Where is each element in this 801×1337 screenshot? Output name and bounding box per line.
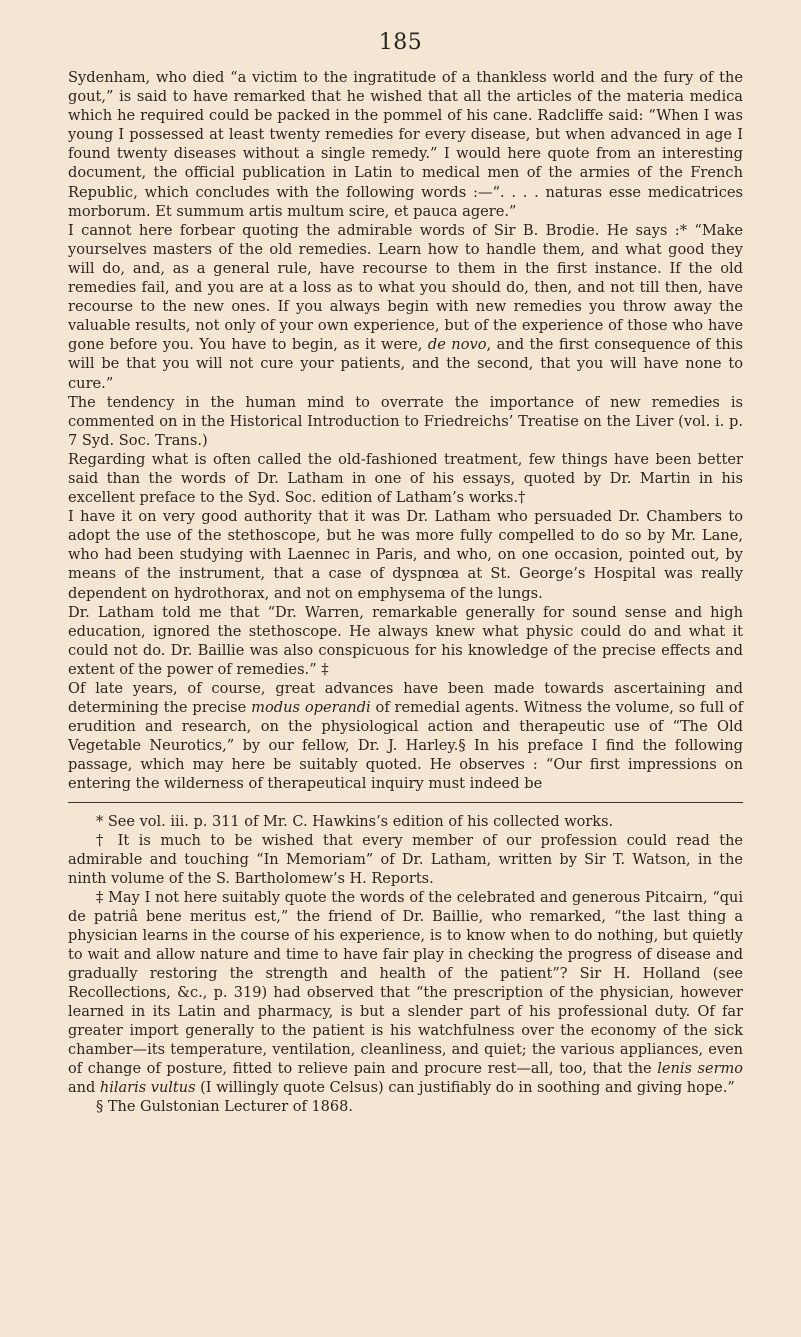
latin-phrase: modus operandi	[251, 699, 371, 717]
footnotes	[68, 813, 743, 1117]
paragraph: The tendency in the human mind to overrate the importance of new remedies is commented on in the Historical Introduction to Friedreichs’ Treatise on the Liver (vol. i. p. 7 Syd. Soc. Trans.)	[68, 393, 743, 449]
page-number: 185	[378, 30, 423, 55]
footnote-divider	[68, 802, 743, 803]
latin-phrase: lenis sermo	[657, 1060, 743, 1077]
main-text	[68, 68, 743, 794]
footnote: ‡ May I not here suitably quote the words of the celebrated and generous Pitcairn, “qui de patriâ bene meritus est,” the friend of Dr. Baillie, who remarked, “the last thing a physician learns in the course of his experience, is to know when to do nothing, but quietly to wait and allow nature and time to have fair play in checking the progress of disease and gradually restoring the strength and health of the patient”? Sir H. Holland (see Recollections, &c., p. 319) had observed that “the prescription of the physician, however learned in its Latin and pharmacy, is but a slender part of his professional duty. Of far greater import generally to the patient is his watchfulness over the economy of the sick chamber—its temperature, ventilation, cleanliness, and quiet; the various appliances, even of change of posture, fitted to relieve pain and procure rest—all, too, that the lenis sermo and hilaris vultus (I willingly quote Celsus) can justifiably do in soothing and giving hope.”	[68, 889, 743, 1096]
paragraph: Of late years, of course, great advances have been made towards ascertaining and determining the precise modus operandi of remedial agents. Witness the volume, so full of erudition and research, on the physiological action and therapeutic use of “The Old Vegetable Neurotics,” by our fellow, Dr. J. Harley.§ In his preface I find the following passage, which may here be suitably quoted. He observes : “Our first impressions on entering the wilderness of therapeutical inquiry must indeed be	[68, 680, 743, 793]
latin-phrase: de novo	[427, 336, 487, 354]
paragraph: I cannot here forbear quoting the admirable words of Sir B. Brodie. He says :* “Make yourselves masters of the old remedies. Learn how to handle them, and what good they will do, and, as a general rule, have recourse to them in the first instance. If the old remedies fail, and you are at a loss as to what you should do, then, and not till then, have recourse to the new ones. If you always begin with new remedies you throw away the valuable results, not only of your own experience, but of the experience of those who have gone before you. You have to begin, as it were, de novo, and the first consequence of this will be that you will not cure your patients, and the second, that you will have none to cure.”	[68, 221, 743, 392]
paragraph: Dr. Latham told me that “Dr. Warren, remarkable generally for sound sense and high education, ignored the stethoscope. He always knew what physic could do and what it could not do. Dr. Baillie was also conspicuous for his knowledge of the precise effects and extent of the power of remedies.” ‡	[68, 603, 743, 678]
paragraph: Sydenham, who died “a victim to the ingratitude of a thankless world and the fury of the gout,” is said to have remarked that he wished that all the articles of the materia medica which he required could be packed in the pommel of his cane. Radcliffe said: “When I was young I possessed at least twenty remedies for every disease, but when advanced in age I found twenty diseases without a single remedy.” I would here quote from an interesting document, the official publication in Latin to medical men of the armies of the French Republic, which concludes with the following words :—“. . . . naturas esse medicatrices morborum. Et summum artis multum scire, et pauca agere.”	[68, 69, 743, 220]
footnote: * See vol. iii. p. 311 of Mr. C. Hawkins’s edition of his collected works.	[96, 813, 614, 830]
paragraph: Regarding what is often called the old-fashioned treatment, few things have been better said than the words of Dr. Latham in one of his essays, quoted by Dr. Martin in his excellent preface to the Syd. Soc. edition of Latham’s works.†	[68, 450, 743, 507]
footnote: § The Gulstonian Lecturer of 1868.	[96, 1098, 353, 1115]
footnote: † It is much to be wished that every member of our profession could read the admirable and touching “In Memoriam” of Dr. Latham, written by Sir T. Watson, in the ninth volume of the S. Bartholomew’s H. Reports.	[68, 832, 743, 887]
latin-phrase: hilaris vultus	[99, 1079, 196, 1096]
paragraph: I have it on very good authority that it was Dr. Latham who persuaded Dr. Chambers to adopt the use of the stethoscope, but he was more fully compelled to do so by Mr. Lane, who had been studying with Laennec in Paris, and who, on one occasion, pointed out, by means of the instrument, that a case of dyspnœa at St. George’s Hospital was really dependent on hydrothorax, and not on emphysema of the lungs.	[68, 508, 743, 602]
